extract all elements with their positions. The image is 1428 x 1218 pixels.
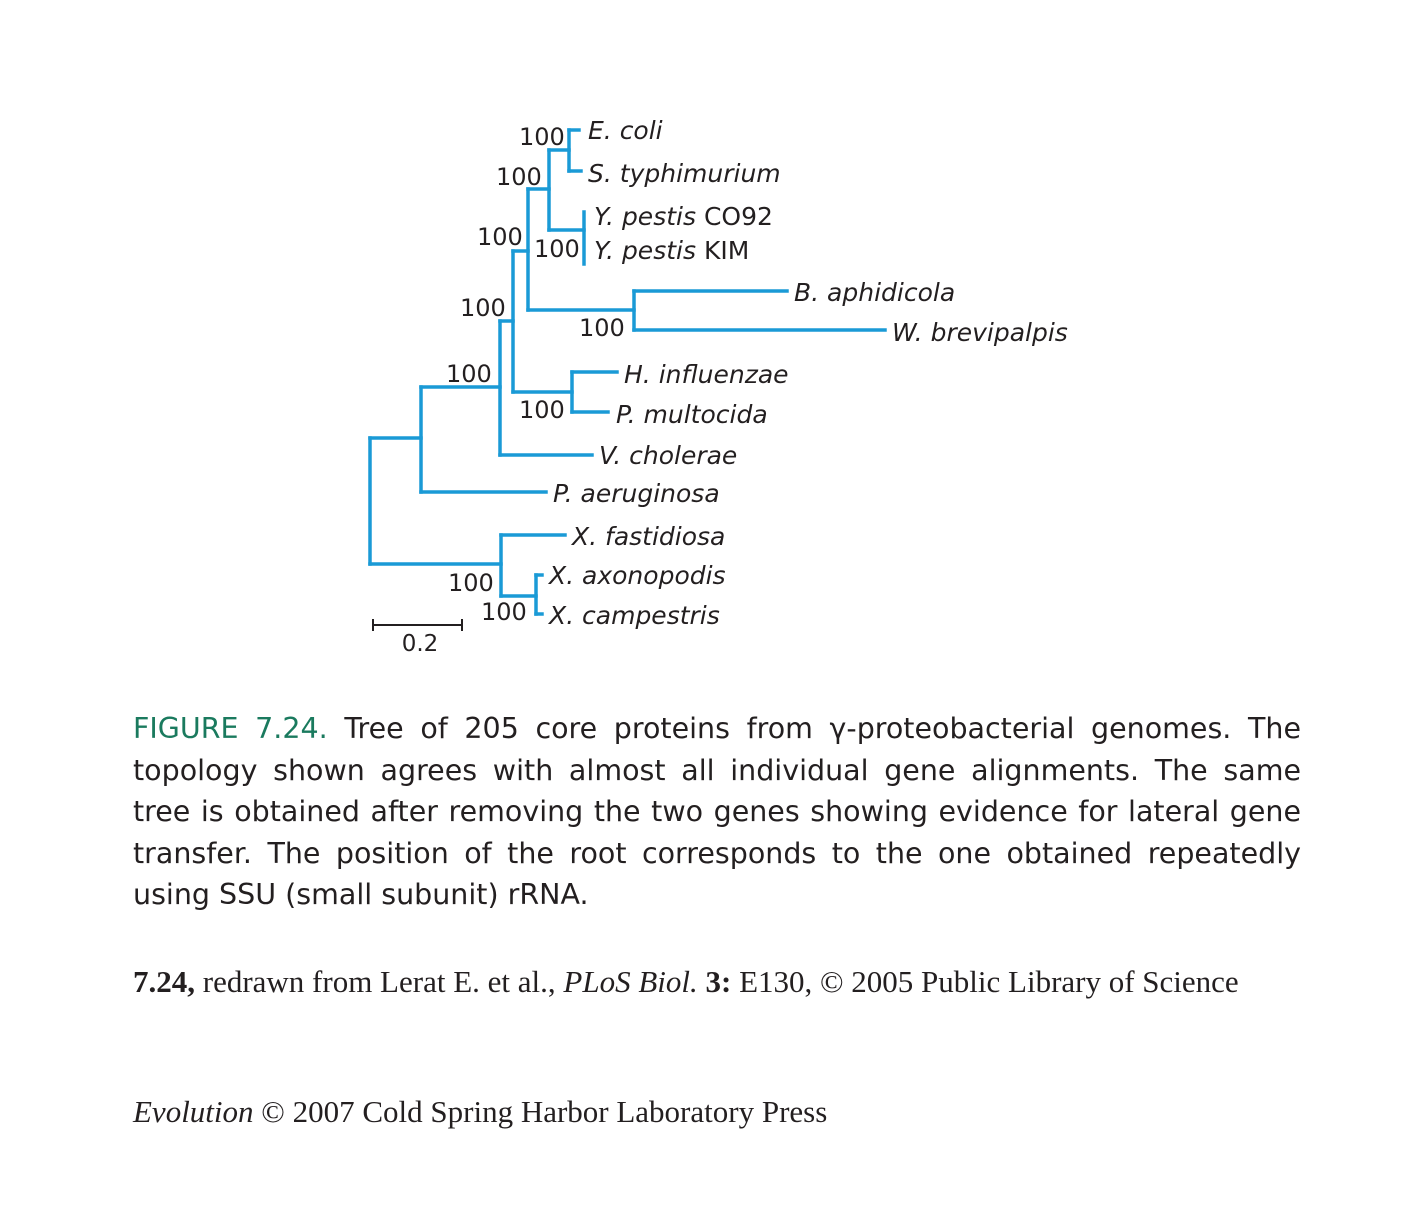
taxon-label: W. brevipalpis (892, 318, 1068, 347)
credit-figure-ref: 7.24, (133, 964, 195, 999)
taxon-label: X. axonopodis (549, 561, 726, 590)
support-value: 100 (481, 598, 527, 626)
credit-journal: PLoS Biol. (563, 964, 698, 999)
credit-text-before: redrawn from Lerat E. et al., (195, 964, 564, 999)
book-copyright-text: © 2007 Cold Spring Harbor Laboratory Press (253, 1094, 828, 1129)
taxon-label: P. aeruginosa (553, 479, 720, 508)
support-value: 100 (534, 235, 580, 263)
taxon-label: Y. pestis KIM (594, 236, 750, 265)
credit-volume: 3: (697, 964, 732, 999)
taxon-label: S. typhimurium (588, 159, 781, 188)
book-title: Evolution (133, 1094, 254, 1129)
book-copyright (133, 1090, 1301, 1134)
figure-credit (133, 960, 1301, 1004)
taxon-label: H. influenzae (624, 360, 789, 389)
caption-text: Tree of 205 core proteins from γ-proteobacterial genomes. The topology shown agrees with almost all individual gene alignments. The same tree is obtained after removing the two genes showing evidence for lateral gene transfer. The position of the root corresponds to the one obtained repeatedly using SSU (small subunit) rRNA. (133, 712, 1301, 911)
taxon-label: X. campestris (549, 601, 720, 630)
taxon-label: V. cholerae (599, 441, 738, 470)
support-value: 100 (446, 360, 492, 388)
figure-caption (133, 708, 1301, 916)
taxon-label: P. multocida (616, 400, 768, 429)
support-value: 100 (448, 569, 494, 597)
taxon-label: Y. pestis CO92 (594, 202, 773, 231)
support-value: 100 (496, 163, 542, 191)
figure-label: FIGURE 7.24. (133, 712, 328, 745)
taxon-label: B. aphidicola (794, 278, 956, 307)
support-value: 100 (519, 123, 565, 151)
taxon-label: E. coli (588, 116, 663, 145)
credit-text-after: E130, © 2005 Public Library of Science (731, 964, 1239, 999)
scale-bar-label: 0.2 (401, 631, 439, 657)
scale-bar (373, 619, 462, 657)
support-value: 100 (579, 314, 625, 342)
taxon-labels (547, 116, 1068, 630)
taxon-label: X. fastidiosa (572, 522, 726, 551)
support-value: 100 (477, 223, 523, 251)
support-value: 100 (460, 294, 506, 322)
support-value: 100 (519, 396, 565, 424)
